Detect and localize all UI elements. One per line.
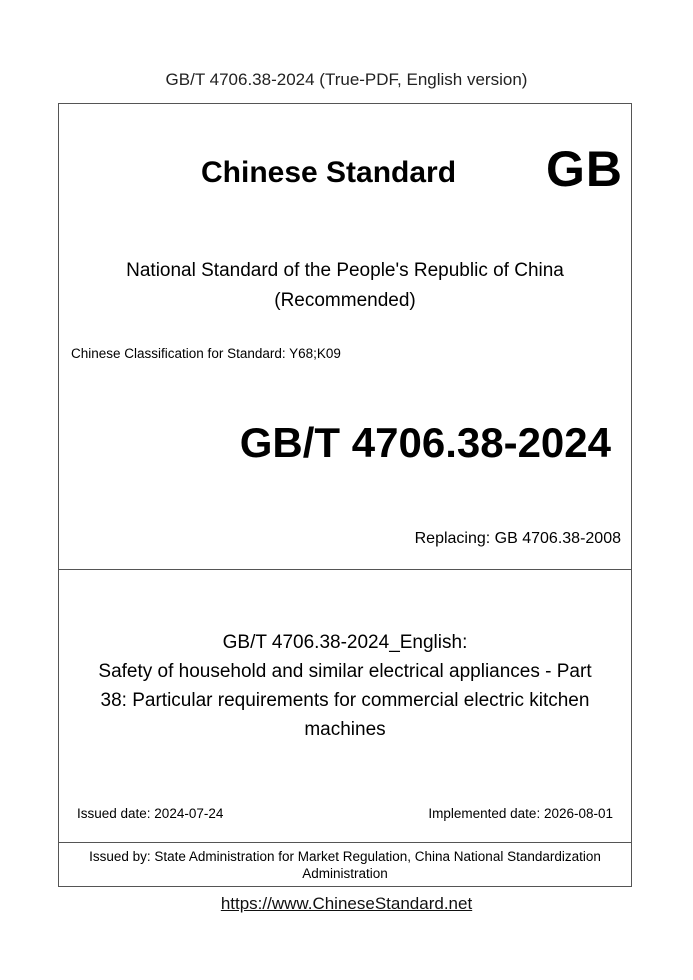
issued-date: Issued date: 2024-07-24: [77, 806, 224, 821]
issued-by: [59, 848, 631, 882]
classification-label: Chinese Classification for Standard: Y68;K09: [71, 346, 341, 361]
issued-by-line-1: Issued by: State Administration for Market Regulation, China National Standardization: [89, 849, 601, 864]
replacing-label: Replacing: GB 4706.38-2008: [414, 530, 621, 547]
standard-title: Chinese Standard: [201, 156, 457, 189]
issued-by-line-2: Administration: [302, 866, 388, 881]
implemented-date: Implemented date: 2026-08-01: [428, 806, 613, 821]
national-line-1: National Standard of the People's Republic of China: [126, 260, 564, 281]
national-standard-heading: [59, 256, 631, 316]
cover-issuer-section: [59, 843, 631, 886]
gb-mark: GB: [546, 141, 623, 197]
cover-title-section: [59, 570, 631, 843]
title-line-1: GB/T 4706.38-2024_English:: [222, 632, 468, 653]
title-line-2: Safety of household and similar electrical appliances - Part: [98, 661, 592, 682]
cover-top-section: [59, 104, 631, 570]
document-header: GB/T 4706.38-2024 (True-PDF, English version): [165, 70, 528, 89]
cover-frame: [58, 103, 632, 887]
title-line-4: machines: [304, 719, 386, 740]
website-link[interactable]: https://www.ChineseStandard.net: [220, 894, 473, 913]
document-title: [59, 628, 631, 744]
title-line-3: 38: Particular requirements for commercial electric kitchen: [100, 690, 590, 711]
national-line-2: (Recommended): [274, 290, 416, 311]
standard-number: GB/T 4706.38-2024: [239, 419, 611, 466]
